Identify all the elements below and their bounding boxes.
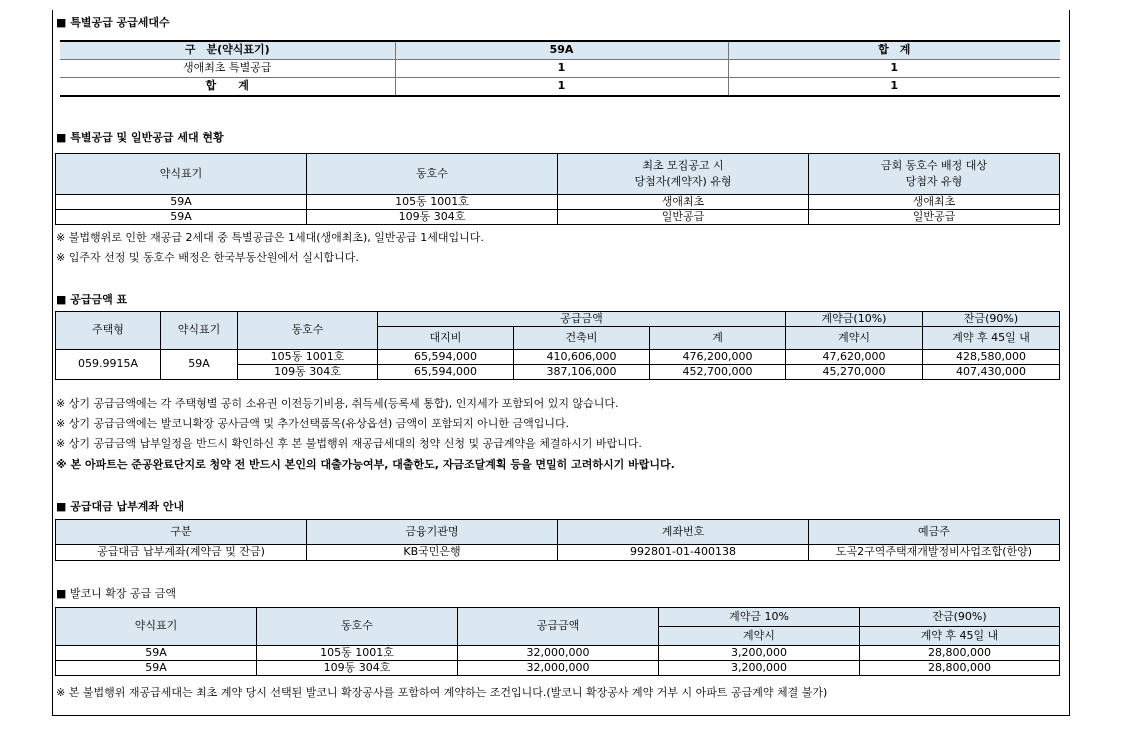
table-cell: KB국민은행 bbox=[307, 545, 558, 561]
section-title-balcony: ■ 발코니 확장 공급 금액 bbox=[56, 587, 177, 600]
header-cell: 약식표기 bbox=[56, 608, 257, 646]
table-cell: 452,700,000 bbox=[650, 365, 786, 380]
note-text: ※ 본 불법행위 재공급세대는 최초 계약 당시 선택된 발코니 확장공사를 포함하여 계약하는 조건입니다.(발코니 확장공사 계약 거부 시 아파트 공급계약 체결 불가) bbox=[56, 686, 828, 699]
table-cell: 109동 304호 bbox=[257, 661, 458, 676]
table-cell: 105동 1001호 bbox=[307, 195, 558, 210]
section-title-payment-account: ■ 공급대금 납부계좌 안내 bbox=[56, 500, 185, 513]
table-row bbox=[56, 210, 1060, 225]
header-cell: 동호수 bbox=[238, 312, 378, 350]
note-text: ※ 상기 공급금액에는 발코니확장 공사금액 및 추가선택품목(유상옵션) 금액이 포함되지 아니한 금액입니다. bbox=[56, 417, 570, 430]
header-cell: 계좌번호 bbox=[558, 520, 809, 545]
header-cell: 계약시 bbox=[786, 327, 923, 350]
table-row bbox=[56, 661, 1060, 676]
header-cell bbox=[809, 154, 1060, 195]
header-cell: 동호수 bbox=[257, 608, 458, 646]
table-cell: 59A bbox=[56, 195, 307, 210]
table-cell: 생애최초 특별공급 bbox=[60, 60, 395, 78]
header-cell: 건축비 bbox=[514, 327, 650, 350]
header-cell: 대지비 bbox=[378, 327, 514, 350]
note-text: ※ 상기 공급금액에는 각 주택형별 공히 소유권 이전등기비용, 취득세(등록세 통합), 인지세가 포함되어 있지 않습니다. bbox=[56, 397, 619, 410]
table-cell: 105동 1001호 bbox=[238, 350, 378, 365]
table-cell: 일반공급 bbox=[558, 210, 809, 225]
header-cell: 계약시 bbox=[659, 627, 860, 646]
table-cell: 1 bbox=[728, 78, 1060, 97]
table-cell: 28,800,000 bbox=[860, 661, 1060, 676]
header-cell: 동호수 bbox=[307, 154, 558, 195]
table-cell: 59A bbox=[56, 210, 307, 225]
header-cell: 예금주 bbox=[809, 520, 1060, 545]
table-cell: 공급대금 납부계좌(계약금 및 잔금) bbox=[56, 545, 307, 561]
household-status-table bbox=[55, 153, 1060, 225]
table-cell: 생애최초 bbox=[558, 195, 809, 210]
note-text: ※ 불법행위로 인한 재공급 2세대 중 특별공급은 1세대(생애최초), 일반공급 1세대입니다. bbox=[56, 231, 484, 244]
table-row bbox=[60, 60, 1060, 78]
table-row bbox=[56, 646, 1060, 661]
header-cell: 주택형 bbox=[56, 312, 161, 350]
header-cell: 계 bbox=[650, 327, 786, 350]
table-row bbox=[56, 545, 1060, 561]
payment-account-table bbox=[55, 519, 1060, 561]
note-text: ※ 상기 공급금액 납부일정을 반드시 확인하신 후 본 불법행위 재공급세대의 청약 신청 및 공급계약을 체결하시기 바랍니다. bbox=[56, 437, 642, 450]
balcony-price-table bbox=[55, 607, 1060, 676]
header-cell: 계약금(10%) bbox=[786, 312, 923, 327]
table-cell: 일반공급 bbox=[809, 210, 1060, 225]
table-row bbox=[56, 350, 1060, 365]
table-cell: 1 bbox=[728, 60, 1060, 78]
header-line: 금회 동호수 배정 대상 bbox=[880, 158, 988, 172]
table-cell: 105동 1001호 bbox=[257, 646, 458, 661]
header-cell: 공급금액 bbox=[458, 608, 659, 646]
header-cell bbox=[558, 154, 809, 195]
table-cell: 1 bbox=[395, 60, 728, 78]
table-cell: 428,580,000 bbox=[923, 350, 1060, 365]
table-header-row bbox=[56, 312, 1060, 327]
header-line: 최초 모집공고 시 bbox=[642, 158, 724, 172]
table-cell: 1 bbox=[395, 78, 728, 97]
section-title-household-status: ■ 특별공급 및 일반공급 세대 현황 bbox=[56, 131, 224, 144]
header-line: 당첨자(계약자) 유형 bbox=[634, 175, 732, 188]
table-cell: 3,200,000 bbox=[659, 646, 860, 661]
table-cell: 410,606,000 bbox=[514, 350, 650, 365]
bold-note-text: ※ 본 아파트는 준공완료단지로 청약 전 반드시 본인의 대출가능여부, 대출한도, 자금조달계획 등을 면밀히 고려하시기 바랍니다. bbox=[56, 458, 675, 471]
header-cell: 계약금 10% bbox=[659, 608, 860, 627]
table-cell: 32,000,000 bbox=[458, 646, 659, 661]
table-cell: 387,106,000 bbox=[514, 365, 650, 380]
table-cell: 059.9915A bbox=[56, 350, 161, 380]
table-row bbox=[60, 78, 1060, 97]
header-cell: 잔금(90%) bbox=[860, 608, 1060, 627]
table-header-row bbox=[60, 41, 1060, 60]
table-cell: 도곡2구역주택재개발정비사업조합(한양) bbox=[809, 545, 1060, 561]
table-cell: 476,200,000 bbox=[650, 350, 786, 365]
header-cell: 계약 후 45일 내 bbox=[860, 627, 1060, 646]
table-cell: 32,000,000 bbox=[458, 661, 659, 676]
table-row bbox=[56, 195, 1060, 210]
note-text: ※ 입주자 선정 및 동호수 배정은 한국부동산원에서 실시합니다. bbox=[56, 251, 359, 264]
header-cell: 공급금액 bbox=[378, 312, 786, 327]
header-cell: 약식표기 bbox=[56, 154, 307, 195]
header-cell: 약식표기 bbox=[161, 312, 238, 350]
supply-count-table bbox=[60, 40, 1060, 97]
table-cell: 59A bbox=[56, 646, 257, 661]
supply-price-table bbox=[55, 311, 1060, 380]
header-cell: 합 계 bbox=[728, 41, 1060, 60]
table-cell: 생애최초 bbox=[809, 195, 1060, 210]
table-header-row bbox=[56, 154, 1060, 195]
header-cell: 금융기관명 bbox=[307, 520, 558, 545]
table-cell: 28,800,000 bbox=[860, 646, 1060, 661]
table-header-row bbox=[56, 608, 1060, 627]
header-cell: 잔금(90%) bbox=[923, 312, 1060, 327]
header-cell: 구분 bbox=[56, 520, 307, 545]
table-cell: 3,200,000 bbox=[659, 661, 860, 676]
table-cell: 109동 304호 bbox=[238, 365, 378, 380]
header-cell: 59A bbox=[395, 41, 728, 60]
header-cell: 계약 후 45일 내 bbox=[923, 327, 1060, 350]
table-cell: 합 계 bbox=[60, 78, 395, 97]
table-cell: 59A bbox=[161, 350, 238, 380]
section-title-supply-count: ■ 특별공급 공급세대수 bbox=[56, 16, 170, 29]
table-cell: 109동 304호 bbox=[307, 210, 558, 225]
header-line: 당첨자 유형 bbox=[905, 175, 963, 188]
table-cell: 59A bbox=[56, 661, 257, 676]
table-cell: 47,620,000 bbox=[786, 350, 923, 365]
table-header-row bbox=[56, 520, 1060, 545]
table-cell: 65,594,000 bbox=[378, 350, 514, 365]
header-cell: 구 분(약식표기) bbox=[60, 41, 395, 60]
table-cell: 45,270,000 bbox=[786, 365, 923, 380]
table-cell: 992801-01-400138 bbox=[558, 545, 809, 561]
table-cell: 407,430,000 bbox=[923, 365, 1060, 380]
table-cell: 65,594,000 bbox=[378, 365, 514, 380]
section-title-supply-price: ■ 공급금액 표 bbox=[56, 293, 128, 306]
